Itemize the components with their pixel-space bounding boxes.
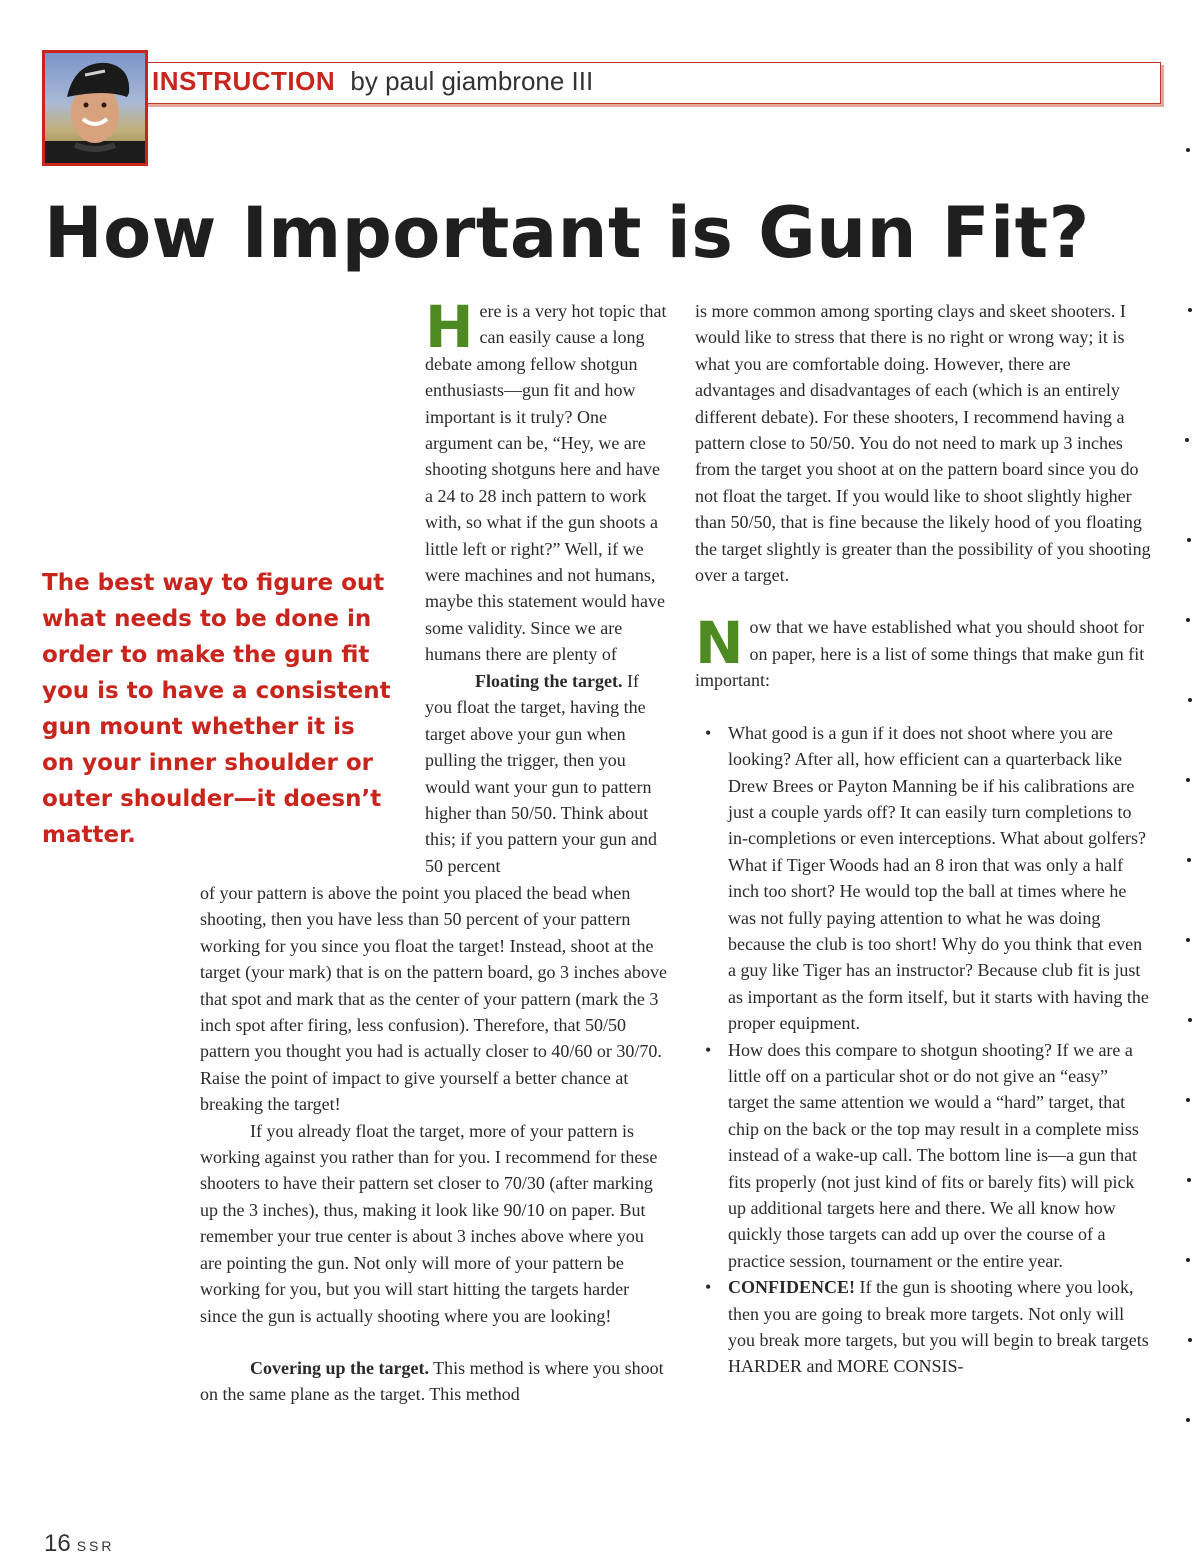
floating-text-rest: of your pattern is above the point you placed the bead when shooting, then you have less than 50 percent of your pattern working for you since you float the target! Instead, shoot at the target (your mark) that is on the pattern board, go 3 inches above that spot and mark that as the center of your pattern (mark the 3 inch spot after firing, less confusion). Therefore, that 50/50 pattern you thought you had is actually closer to 40/60 or 30/70. Raise the point of impact to give yourself a better chance at breaking the target!: [200, 883, 668, 1115]
bullet-icon: •: [705, 722, 712, 743]
byline: by paul giambrone III: [350, 66, 594, 96]
covering-heading: Covering up the target.: [250, 1357, 429, 1378]
list-item: [695, 720, 1153, 1037]
floating-heading: Floating the target.: [475, 671, 623, 691]
list-item-text: What good is a gun if it does not shoot where you are looking? After all, how efficient can a quarterback like Drew Brees or Payton Manning be if his calibrations are just a couple yards off? It can easily turn completions to in-completions or even interceptions. What about golfers? What if Tiger Woods had an 8 iron that was only a half inch too short? He would top the ball at times where he was not fully paying attention to what he was doing because the club is too short! Why do you think that even a guy like Tiger has an instructor? Because club fit is just as important as the form itself, but it starts with having the proper equipment.: [728, 722, 1149, 1034]
wrap-spacer: [200, 524, 425, 668]
now-text: ow that we have established what you should shoot for on paper, here is a list of some things that make gun fit important:: [695, 617, 1145, 691]
bullet-icon: •: [705, 1039, 712, 1060]
article-title: How Important is Gun Fit?: [44, 192, 1090, 274]
floating-text-start: If you float the target, having the target above your gun when pulling the trigger, then you would want your gun to pattern higher than 50/50. Think about this; if you pattern your gun and 50 percent: [425, 671, 657, 876]
drop-cap-n: N: [695, 609, 744, 678]
magazine-name: SSR: [76, 1538, 115, 1554]
reasons-list: [695, 720, 1153, 1380]
right-column: [695, 298, 1153, 1380]
page-edge-marks: [1182, 120, 1194, 1460]
bullet-icon: •: [705, 1277, 712, 1298]
header: [152, 66, 593, 97]
drop-cap-h: H: [425, 298, 474, 361]
now-paragraph: [695, 609, 1153, 693]
list-item-bold: CONFIDENCE!: [728, 1277, 856, 1298]
covering-text: This method is where you shoot on the same plane as the target. This method: [200, 1357, 664, 1405]
right-paragraph-1: is more common among sporting clays and skeet shooters. I would like to stress that there is no right or wrong way; it is what you are comfortable doing. However, there are advantages and disadvantages of each (which is an entirely different debate). For these shooters, I recommend having a pattern close to 50/50. You do not need to mark up 3 inches from the target you shoot at on the pattern board since you do not float the target. If you would like to shoot slightly higher than 50/50, that is fine because the likely hood of you floating the target slightly is greater than the possibility of you shooting over a target.: [695, 301, 1151, 586]
page-number: 16: [44, 1530, 71, 1557]
list-item: [695, 1037, 1153, 1275]
floating-section: [425, 668, 669, 879]
covering-paragraph: [200, 1355, 670, 1408]
author-photo: [42, 50, 148, 166]
pull-quote: The best way to figure out what needs to be done in order to make the gun fit you is to have a consistent gun mount whether it is on your inner shoulder or outer shoulder—it doesn’t matter.: [42, 570, 391, 848]
list-item: [695, 1274, 1153, 1380]
already-float-paragraph: If you already float the target, more of your pattern is working against you rather than for you. I recommend for these shooters to have their pattern set closer to 70/30 (after marking up the 3 inches), thus, making it look like 90/10 on paper. But remember your true center is about 3 inches above where you are pointing the gun. Not only will more of your pattern be working for you, but you will start hitting the targets harder since the gun is actually shooting where you are looking!: [200, 1120, 658, 1326]
floating-continued: [200, 880, 670, 1408]
page-footer: [44, 1530, 115, 1558]
author-portrait-icon: [45, 53, 145, 163]
intro-text: ere is a very hot topic that can easily cause a long debate among fellow shotgun enthusiasts—gun fit and how important is it truly? One argument can be, “Hey, we are shooting shotguns here and have a 24 to 28 inch pattern to work with, so what if the gun shoots a little left or right?” Well, if we were machines and not humans, maybe this statement would have some validity. Since we are humans there are plenty of: [425, 301, 667, 665]
floating-paragraph: [425, 668, 669, 879]
list-item-text: How does this compare to shotgun shooting? If we are a little off on a particular shot or do not give an “easy” target the same attention we would a “hard” target, that chip on the back or the top may result in a complete miss instead of a wake-up call. The bottom line is—a gun that fits properly (not just kind of fits or barely fits) will pick up additional targets here and there. We all know how quickly those targets can add up over the course of a practice session, tournament or the entire year.: [728, 1039, 1139, 1271]
left-column: [200, 298, 670, 668]
section-label: INSTRUCTION: [152, 66, 336, 96]
intro-paragraph: [200, 298, 670, 668]
list-item-text: If the gun is shooting where you look, then you are going to break more targets. Not only will you break more targets, but you will begin to break targets HARDER and MORE CONSIS-: [728, 1277, 1149, 1377]
